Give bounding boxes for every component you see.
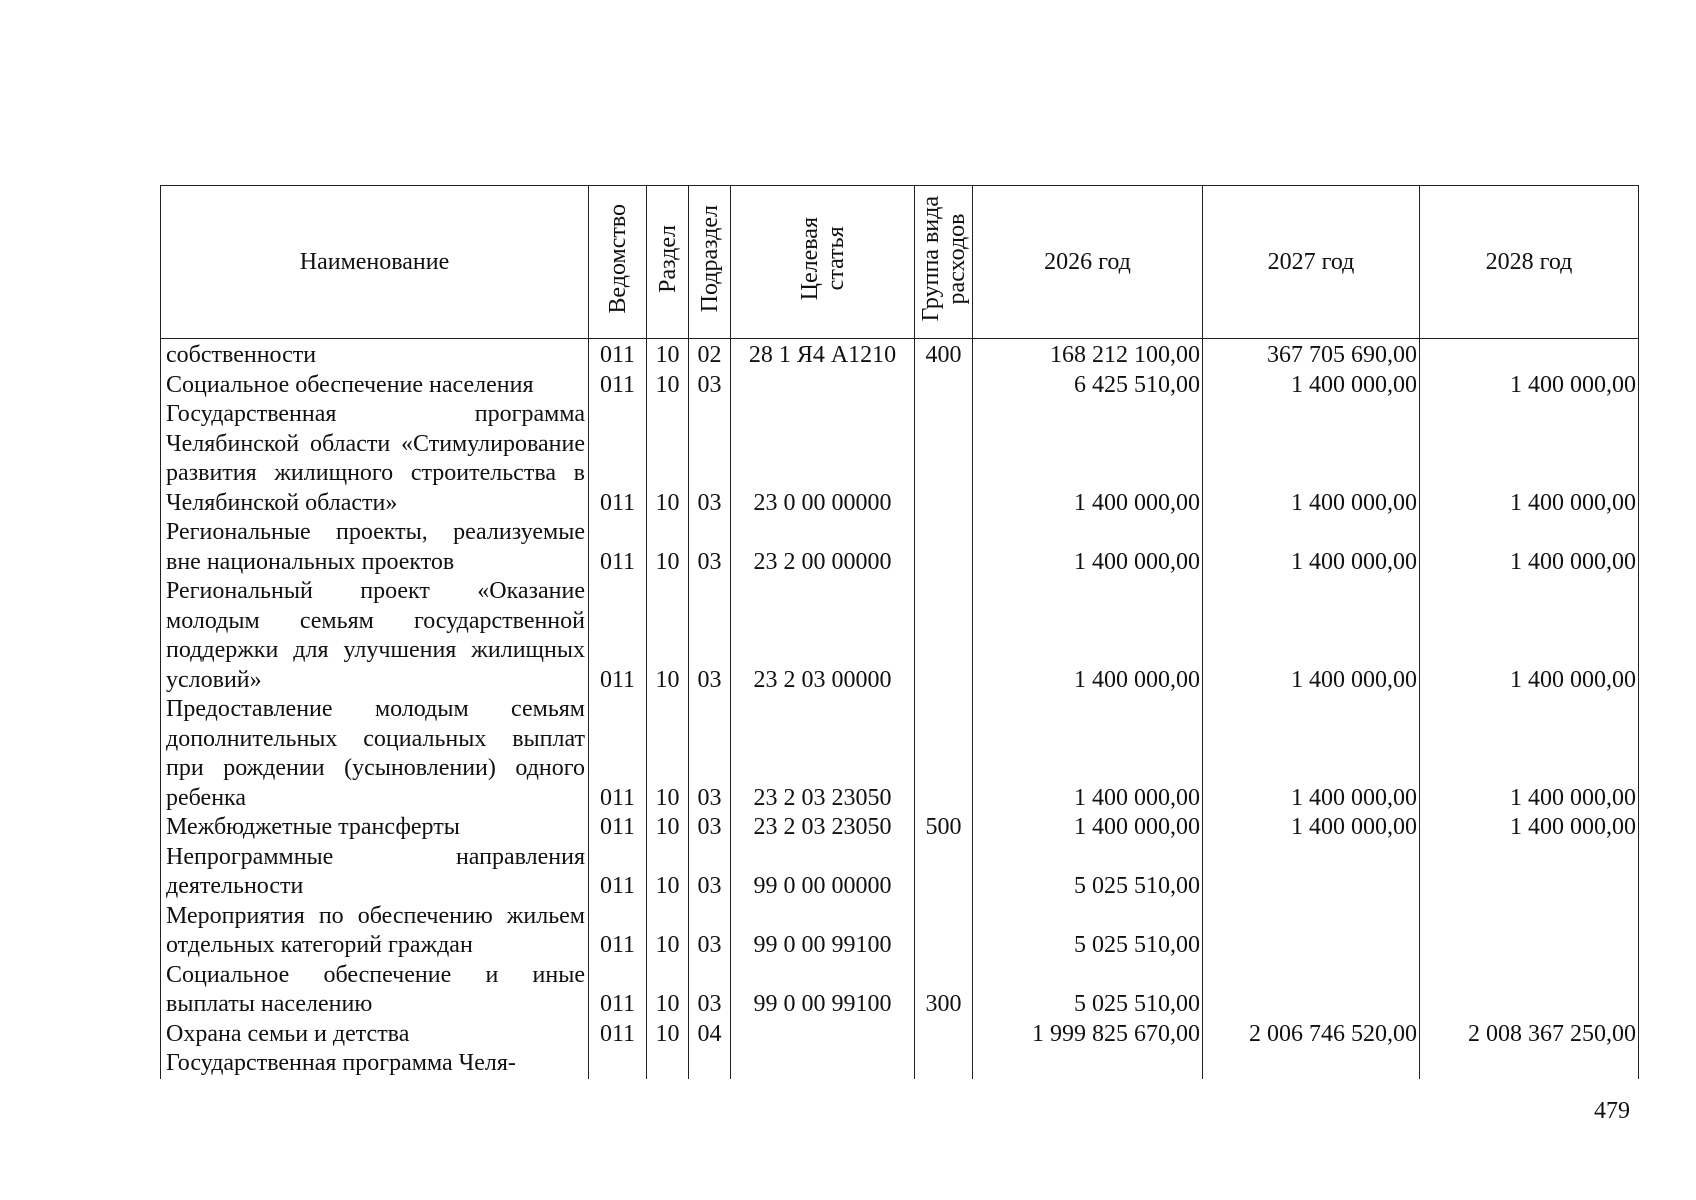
cell-podrazdel: 03 <box>689 961 731 1020</box>
cell-2028 <box>1420 339 1639 371</box>
cell-celevaya-statya: 23 2 03 00000 <box>731 577 915 695</box>
cell-vedomstvo: 011 <box>589 813 647 843</box>
cell-podrazdel: 03 <box>689 400 731 518</box>
cell-vedomstvo: 011 <box>589 695 647 813</box>
cell-2028 <box>1420 843 1639 902</box>
cell-razdel: 10 <box>647 843 689 902</box>
page-number: 479 <box>1594 1098 1630 1124</box>
cell-2027: 1 400 000,00 <box>1203 695 1420 813</box>
header-name: Наименование <box>161 186 589 339</box>
table-row <box>161 400 1639 518</box>
cell-2027: 1 400 000,00 <box>1203 371 1420 401</box>
table-row <box>161 518 1639 577</box>
cell-podrazdel: 03 <box>689 371 731 401</box>
cell-celevaya-statya: 99 0 00 99100 <box>731 902 915 961</box>
cell-2027: 1 400 000,00 <box>1203 577 1420 695</box>
cell-celevaya-statya: 23 0 00 00000 <box>731 400 915 518</box>
table-row <box>161 577 1639 695</box>
cell-2027: 1 400 000,00 <box>1203 518 1420 577</box>
header-vedomstvo: Ведомство <box>589 186 647 339</box>
cell-2028: 1 400 000,00 <box>1420 577 1639 695</box>
cell-2026: 1 400 000,00 <box>973 400 1203 518</box>
header-2026: 2026 год <box>973 186 1203 339</box>
cell-2026: 1 400 000,00 <box>973 813 1203 843</box>
cell-name: собственности <box>161 339 589 371</box>
cell-podrazdel: 04 <box>689 1020 731 1050</box>
table-body <box>161 339 1639 1079</box>
cell-name: Региональные проекты, реализуемые вне национальных проектов <box>161 518 589 577</box>
cell-vedomstvo <box>589 1049 647 1079</box>
cell-name: Социальное обеспечение населения <box>161 371 589 401</box>
cell-2027 <box>1203 902 1420 961</box>
cell-vedomstvo: 011 <box>589 902 647 961</box>
cell-name: Региональный проект «Оказание молодым семьям государственной поддержки для улучшения жилищных условий» <box>161 577 589 695</box>
cell-2026: 1 999 825 670,00 <box>973 1020 1203 1050</box>
cell-vedomstvo: 011 <box>589 843 647 902</box>
budget-table <box>160 185 1639 1079</box>
cell-2026: 5 025 510,00 <box>973 961 1203 1020</box>
cell-razdel <box>647 1049 689 1079</box>
cell-gruppa <box>915 1020 973 1050</box>
cell-2028: 1 400 000,00 <box>1420 518 1639 577</box>
cell-podrazdel: 03 <box>689 695 731 813</box>
cell-gruppa: 400 <box>915 339 973 371</box>
cell-vedomstvo: 011 <box>589 1020 647 1050</box>
header-podrazdel: Подраздел <box>689 186 731 339</box>
cell-2026 <box>973 1049 1203 1079</box>
cell-name: Мероприятия по обеспечению жильем отдельных категорий граждан <box>161 902 589 961</box>
table-row <box>161 695 1639 813</box>
cell-celevaya-statya <box>731 1020 915 1050</box>
cell-2027 <box>1203 961 1420 1020</box>
cell-gruppa: 500 <box>915 813 973 843</box>
cell-2027: 2 006 746 520,00 <box>1203 1020 1420 1050</box>
cell-vedomstvo: 011 <box>589 961 647 1020</box>
cell-2028: 1 400 000,00 <box>1420 813 1639 843</box>
cell-name: Межбюджетные трансферты <box>161 813 589 843</box>
cell-name: Предоставление молодым семьям дополнительных социальных выплат при рождении (усыновлении) одного ребенка <box>161 695 589 813</box>
cell-2028 <box>1420 902 1639 961</box>
table-row <box>161 1020 1639 1050</box>
cell-2026: 168 212 100,00 <box>973 339 1203 371</box>
cell-name: Социальное обеспечение и иные выплаты населению <box>161 961 589 1020</box>
cell-gruppa <box>915 577 973 695</box>
cell-gruppa <box>915 902 973 961</box>
table-row <box>161 813 1639 843</box>
cell-razdel: 10 <box>647 813 689 843</box>
cell-celevaya-statya: 23 2 03 23050 <box>731 695 915 813</box>
cell-celevaya-statya: 23 2 00 00000 <box>731 518 915 577</box>
cell-celevaya-statya: 28 1 Я4 A1210 <box>731 339 915 371</box>
cell-razdel: 10 <box>647 577 689 695</box>
header-2027: 2027 год <box>1203 186 1420 339</box>
cell-podrazdel: 03 <box>689 518 731 577</box>
cell-name: Охрана семьи и детства <box>161 1020 589 1050</box>
cell-gruppa <box>915 400 973 518</box>
cell-2027: 1 400 000,00 <box>1203 813 1420 843</box>
cell-podrazdel <box>689 1049 731 1079</box>
cell-2026: 1 400 000,00 <box>973 518 1203 577</box>
cell-razdel: 10 <box>647 1020 689 1050</box>
cell-2026: 1 400 000,00 <box>973 577 1203 695</box>
cell-razdel: 10 <box>647 961 689 1020</box>
cell-gruppa <box>915 371 973 401</box>
cell-podrazdel: 03 <box>689 813 731 843</box>
cell-celevaya-statya <box>731 1049 915 1079</box>
cell-celevaya-statya: 23 2 03 23050 <box>731 813 915 843</box>
cell-razdel: 10 <box>647 902 689 961</box>
cell-vedomstvo: 011 <box>589 577 647 695</box>
cell-name: Государственная программа Челя- <box>161 1049 589 1079</box>
cell-2028 <box>1420 1049 1639 1079</box>
cell-vedomstvo: 011 <box>589 518 647 577</box>
cell-2027: 1 400 000,00 <box>1203 400 1420 518</box>
cell-podrazdel: 03 <box>689 577 731 695</box>
cell-name: Непрограммные направления деятельности <box>161 843 589 902</box>
cell-2028: 1 400 000,00 <box>1420 371 1639 401</box>
table-row <box>161 843 1639 902</box>
cell-2028: 2 008 367 250,00 <box>1420 1020 1639 1050</box>
cell-2028 <box>1420 961 1639 1020</box>
cell-podrazdel: 03 <box>689 902 731 961</box>
cell-2026: 1 400 000,00 <box>973 695 1203 813</box>
cell-razdel: 10 <box>647 400 689 518</box>
table-row <box>161 961 1639 1020</box>
table-row <box>161 902 1639 961</box>
cell-2027: 367 705 690,00 <box>1203 339 1420 371</box>
cell-razdel: 10 <box>647 518 689 577</box>
table-row <box>161 339 1639 371</box>
header-2028: 2028 год <box>1420 186 1639 339</box>
cell-gruppa <box>915 1049 973 1079</box>
cell-celevaya-statya <box>731 371 915 401</box>
cell-2026: 5 025 510,00 <box>973 843 1203 902</box>
cell-2026: 5 025 510,00 <box>973 902 1203 961</box>
cell-razdel: 10 <box>647 695 689 813</box>
table-row <box>161 1049 1639 1079</box>
cell-2028: 1 400 000,00 <box>1420 400 1639 518</box>
cell-vedomstvo: 011 <box>589 371 647 401</box>
cell-name: Государственная программа Челябинской области «Стимулирование развития жилищного строительства в Челябинской области» <box>161 400 589 518</box>
cell-razdel: 10 <box>647 371 689 401</box>
cell-razdel: 10 <box>647 339 689 371</box>
cell-2027 <box>1203 1049 1420 1079</box>
cell-gruppa <box>915 843 973 902</box>
cell-vedomstvo: 011 <box>589 400 647 518</box>
cell-podrazdel: 02 <box>689 339 731 371</box>
cell-gruppa <box>915 695 973 813</box>
cell-2027 <box>1203 843 1420 902</box>
header-celevaya-statya: Целевая статья <box>731 186 915 339</box>
cell-podrazdel: 03 <box>689 843 731 902</box>
cell-celevaya-statya: 99 0 00 99100 <box>731 961 915 1020</box>
cell-celevaya-statya: 99 0 00 00000 <box>731 843 915 902</box>
cell-gruppa: 300 <box>915 961 973 1020</box>
cell-vedomstvo: 011 <box>589 339 647 371</box>
table-row <box>161 371 1639 401</box>
table-header-row <box>161 186 1639 339</box>
header-razdel: Раздел <box>647 186 689 339</box>
cell-2028: 1 400 000,00 <box>1420 695 1639 813</box>
header-gruppa-vida-rashodov: Группа вида расходов <box>915 186 973 339</box>
cell-gruppa <box>915 518 973 577</box>
cell-2026: 6 425 510,00 <box>973 371 1203 401</box>
